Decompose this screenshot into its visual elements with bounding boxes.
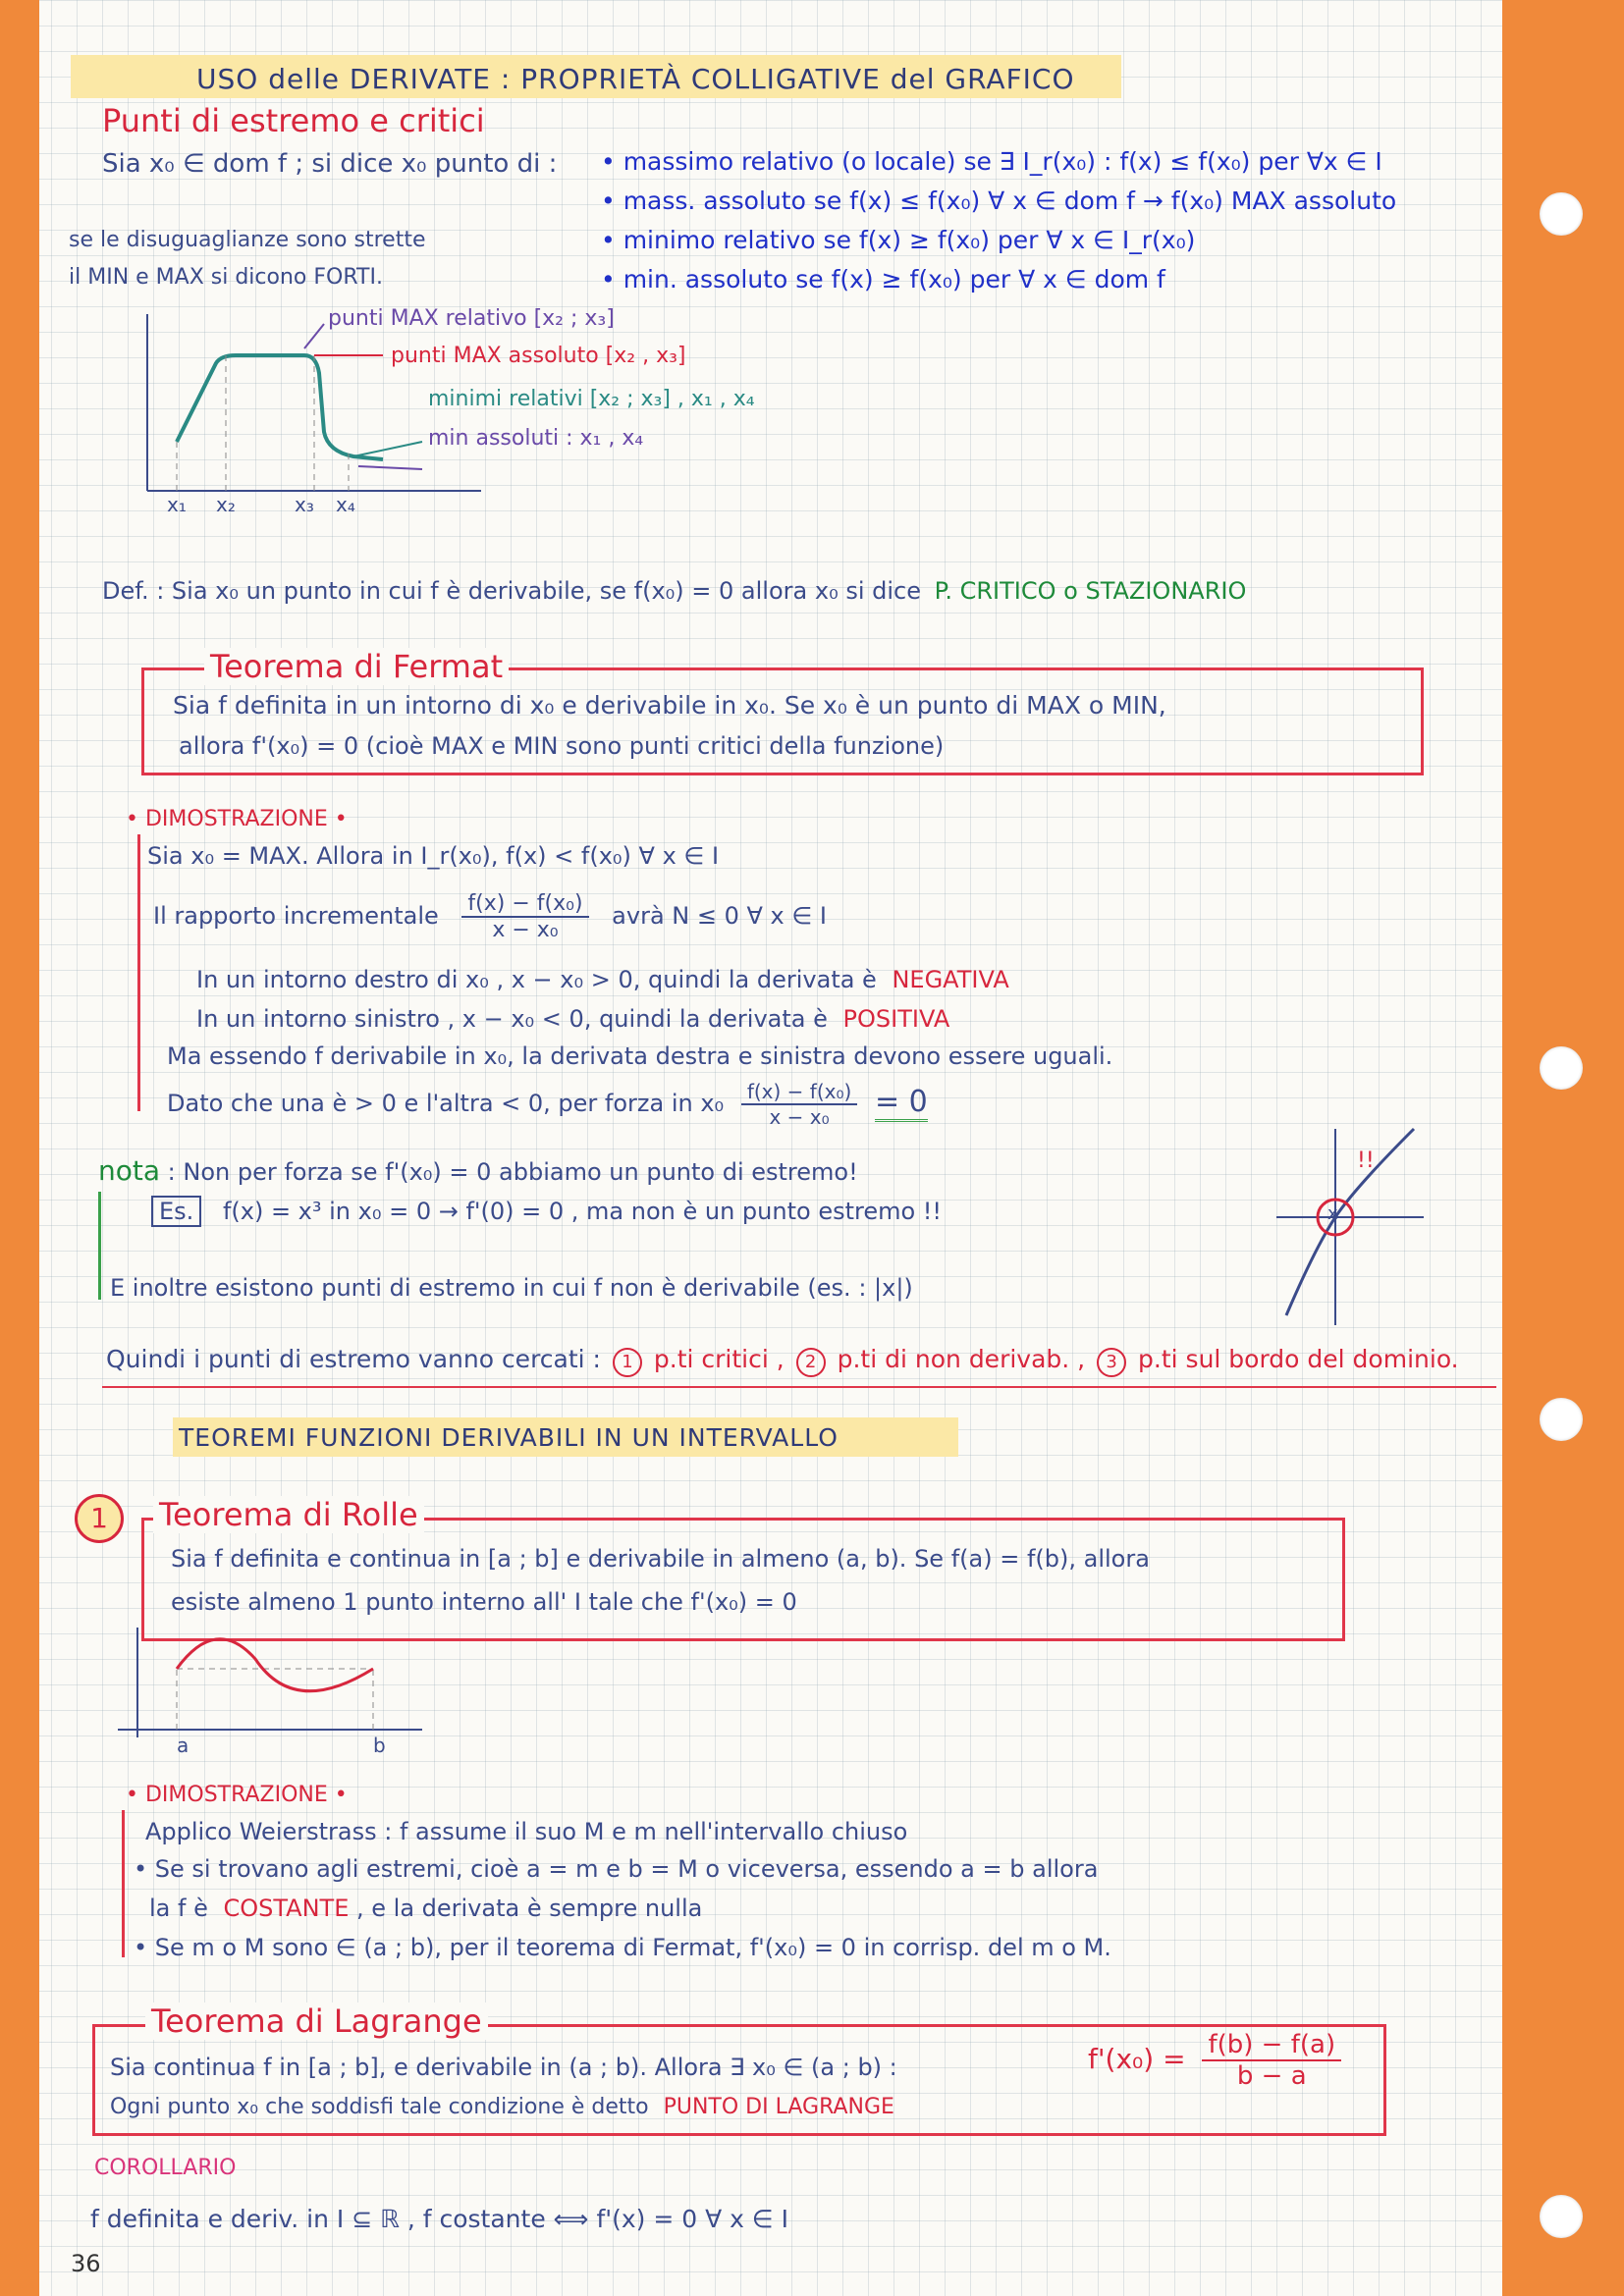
left-margin-strip (0, 0, 39, 2296)
note-line: E inoltre esistono punti di estremo in cui f non è derivabile (es. : |x|) (110, 1274, 913, 1302)
rolle-statement: Sia f definita e continua in [a ; b] e derivabile in almeno (a, b). Se f(a) = f(b), allora (171, 1545, 1150, 1573)
binder-hole (1540, 2195, 1583, 2238)
binder-hole (1540, 1398, 1583, 1441)
fraction-denominator: x − x₀ (769, 1105, 830, 1129)
proof-line: • Se m o M sono ∈ (a ; b), per il teorema di Fermat, f'(x₀) = 0 in corrisp. del m o M. (134, 1934, 1111, 1961)
function-curve (177, 355, 383, 459)
graph-tick: x₁ (167, 493, 187, 516)
formula-lhs: f'(x₀) = (1088, 2043, 1186, 2075)
lagrange-statement (110, 2095, 894, 2119)
fermat-title: Teorema di Fermat (204, 648, 509, 685)
estremo-item: • min. assoluto se f(x) ≥ f(x₀) per ∀ x ∈ dom f (601, 265, 1165, 294)
proof-line (149, 1895, 702, 1922)
lagrange-text: Ogni punto x₀ che soddisfi tale condizione è detto (110, 2095, 649, 2119)
proof-line (167, 1080, 928, 1129)
graph-label: minimi relativi [x₂ ; x₃] , x₁ , x₄ (428, 387, 755, 411)
note-example (151, 1198, 942, 1225)
proof-bar (122, 1810, 125, 1957)
proof-bar (137, 834, 140, 1111)
lagrange-keyword: PUNTO DI LAGRANGE (663, 2095, 894, 2119)
proof-result: = 0 (875, 1085, 928, 1122)
note-bar (98, 1192, 101, 1300)
proof-line (196, 1005, 949, 1033)
graph-label: min assoluti : x₁ , x₄ (428, 426, 644, 451)
search-item: p.ti critici , (653, 1345, 785, 1373)
binder-hole (1540, 192, 1583, 236)
note-line (98, 1154, 858, 1187)
proof-line: Applico Weierstrass : f assume il suo M e m nell'intervallo chiuso (145, 1818, 908, 1845)
number-circle: 1 (613, 1348, 642, 1377)
critical-point-definition (102, 577, 1246, 605)
extremum-search (106, 1345, 1459, 1377)
definition-term: P. CRITICO o STAZIONARIO (934, 577, 1247, 605)
fraction-numerator: f(x) − f(x₀) (741, 1080, 857, 1105)
function-curve (177, 1639, 373, 1691)
definition-text: Def. : Sia x₀ un punto in cui f è derivabile, se f(x₀) = 0 allora x₀ si dice (102, 577, 921, 605)
binder-hole (1540, 1046, 1583, 1090)
fraction-numerator: f(x) − f(x₀) (461, 891, 588, 918)
proof-line (153, 891, 827, 942)
corollary-heading: COROLLARIO (94, 2156, 237, 2180)
section-heading-estremo: Punti di estremo e critici (102, 102, 485, 139)
note-label: nota (98, 1154, 161, 1187)
lagrange-title: Teorema di Lagrange (145, 2002, 488, 2040)
lagrange-statement: Sia continua f in [a ; b], e derivabile in (a ; b). Allora ∃ x₀ ∈ (a ; b) : (110, 2054, 897, 2081)
fermat-statement: Sia f definita in un intorno di x₀ e derivabile in x₀. Se x₀ è un punto di MAX o MIN, (173, 691, 1166, 720)
incremental-ratio (461, 891, 588, 942)
graph-label: punti MAX assoluto [x₂ , x₃] (391, 344, 686, 368)
proof-line: Ma essendo f derivabile in x₀, la derivata destra e sinistra devono essere uguali. (167, 1042, 1113, 1070)
proof-text: Il rapporto incrementale (153, 902, 439, 930)
number-circle: 2 (796, 1348, 826, 1377)
divider (102, 1386, 1496, 1388)
proof-keyword: COSTANTE (223, 1895, 350, 1922)
proof-text: Dato che una è > 0 e l'altra < 0, per forza in x₀ (167, 1090, 725, 1117)
estremo-item: • minimo relativo se f(x) ≥ f(x₀) per ∀ x ∈ I_r(x₀) (601, 226, 1196, 254)
note-text: : Non per forza se f'(x₀) = 0 abbiamo un punto di estremo! (167, 1158, 858, 1186)
lagrange-fraction (1202, 2030, 1341, 2091)
sketch-label: x (1327, 1203, 1338, 1224)
rolle-graph (108, 1620, 442, 1747)
binder-strip (1502, 0, 1624, 2296)
rolle-statement: esiste almeno 1 punto interno all' I tale che f'(x₀) = 0 (171, 1588, 797, 1616)
fraction-numerator: f(b) − f(a) (1202, 2030, 1341, 2061)
proof-line: • Se si trovano agli estremi, cioè a = m e b = M o viceversa, essendo a = b allora (134, 1855, 1099, 1883)
proof-line: Sia x₀ = MAX. Allora in I_r(x₀), f(x) < f(x₀) ∀ x ∈ I (147, 842, 720, 870)
graph-tick: x₂ (216, 493, 236, 516)
theorem-number: 1 (75, 1494, 124, 1543)
sketch-mark: !! (1357, 1148, 1375, 1173)
page-title: USO delle DERIVATE : PROPRIETÀ COLLIGATIVE del GRAFICO (196, 63, 1075, 95)
search-item: p.ti sul bordo del dominio. (1138, 1345, 1459, 1373)
proof-text: In un intorno sinistro , x − x₀ < 0, quindi la derivata è (196, 1005, 828, 1033)
proof-keyword: NEGATIVA (892, 966, 1009, 993)
strict-note: se le disuguaglianze sono strette (69, 228, 426, 252)
proof-heading: • DIMOSTRAZIONE • (126, 807, 348, 831)
estremo-item: • mass. assoluto se f(x) ≤ f(x₀) ∀ x ∈ dom f → f(x₀) MAX assoluto (601, 187, 1397, 215)
example-tag: Es. (151, 1196, 201, 1227)
lagrange-formula (1088, 2030, 1341, 2091)
graph-tick: b (373, 1734, 386, 1757)
corollary-statement: f definita e deriv. in I ⊆ ℝ , f costante ⟺ f'(x) = 0 ∀ x ∈ I (90, 2205, 788, 2233)
proof-heading: • DIMOSTRAZIONE • (126, 1783, 348, 1807)
proof-text: , e la derivata è sempre nulla (356, 1895, 703, 1922)
graph-tick: x₄ (336, 493, 355, 516)
number-circle: 3 (1097, 1348, 1126, 1377)
incremental-ratio (741, 1080, 857, 1129)
proof-text: avrà N ≤ 0 ∀ x ∈ I (612, 902, 827, 930)
fraction-denominator: b − a (1236, 2061, 1307, 2091)
strict-note: il MIN e MAX si dicono FORTI. (69, 265, 383, 290)
search-text: Quindi i punti di estremo vanno cercati : (106, 1345, 601, 1373)
rolle-title: Teorema di Rolle (153, 1496, 424, 1533)
page-number: 36 (71, 2250, 101, 2277)
proof-text: la f è (149, 1895, 208, 1922)
section-title: TEOREMI FUNZIONI DERIVABILI IN UN INTERVALLO (179, 1423, 839, 1452)
graph-tick: a (177, 1734, 189, 1757)
graph-tick: x₃ (295, 493, 314, 516)
fermat-statement: allora f'(x₀) = 0 (cioè MAX e MIN sono punti critici della funzione) (179, 732, 945, 760)
estremo-intro: Sia x₀ ∈ dom f ; si dice x₀ punto di : (102, 149, 558, 179)
graph-label: punti MAX relativo [x₂ ; x₃] (328, 306, 615, 331)
proof-keyword: POSITIVA (842, 1005, 950, 1033)
proof-text: In un intorno destro di x₀ , x − x₀ > 0, quindi la derivata è (196, 966, 877, 993)
estremo-item: • massimo relativo (o locale) se ∃ I_r(x₀) : f(x) ≤ f(x₀) per ∀x ∈ I (601, 147, 1382, 176)
cubic-sketch (1276, 1119, 1434, 1335)
proof-line (196, 966, 1009, 993)
search-item: p.ti di non derivab. , (837, 1345, 1086, 1373)
fraction-denominator: x − x₀ (492, 918, 559, 942)
note-text: f(x) = x³ in x₀ = 0 → f'(0) = 0 , ma non è un punto estremo !! (222, 1198, 943, 1225)
